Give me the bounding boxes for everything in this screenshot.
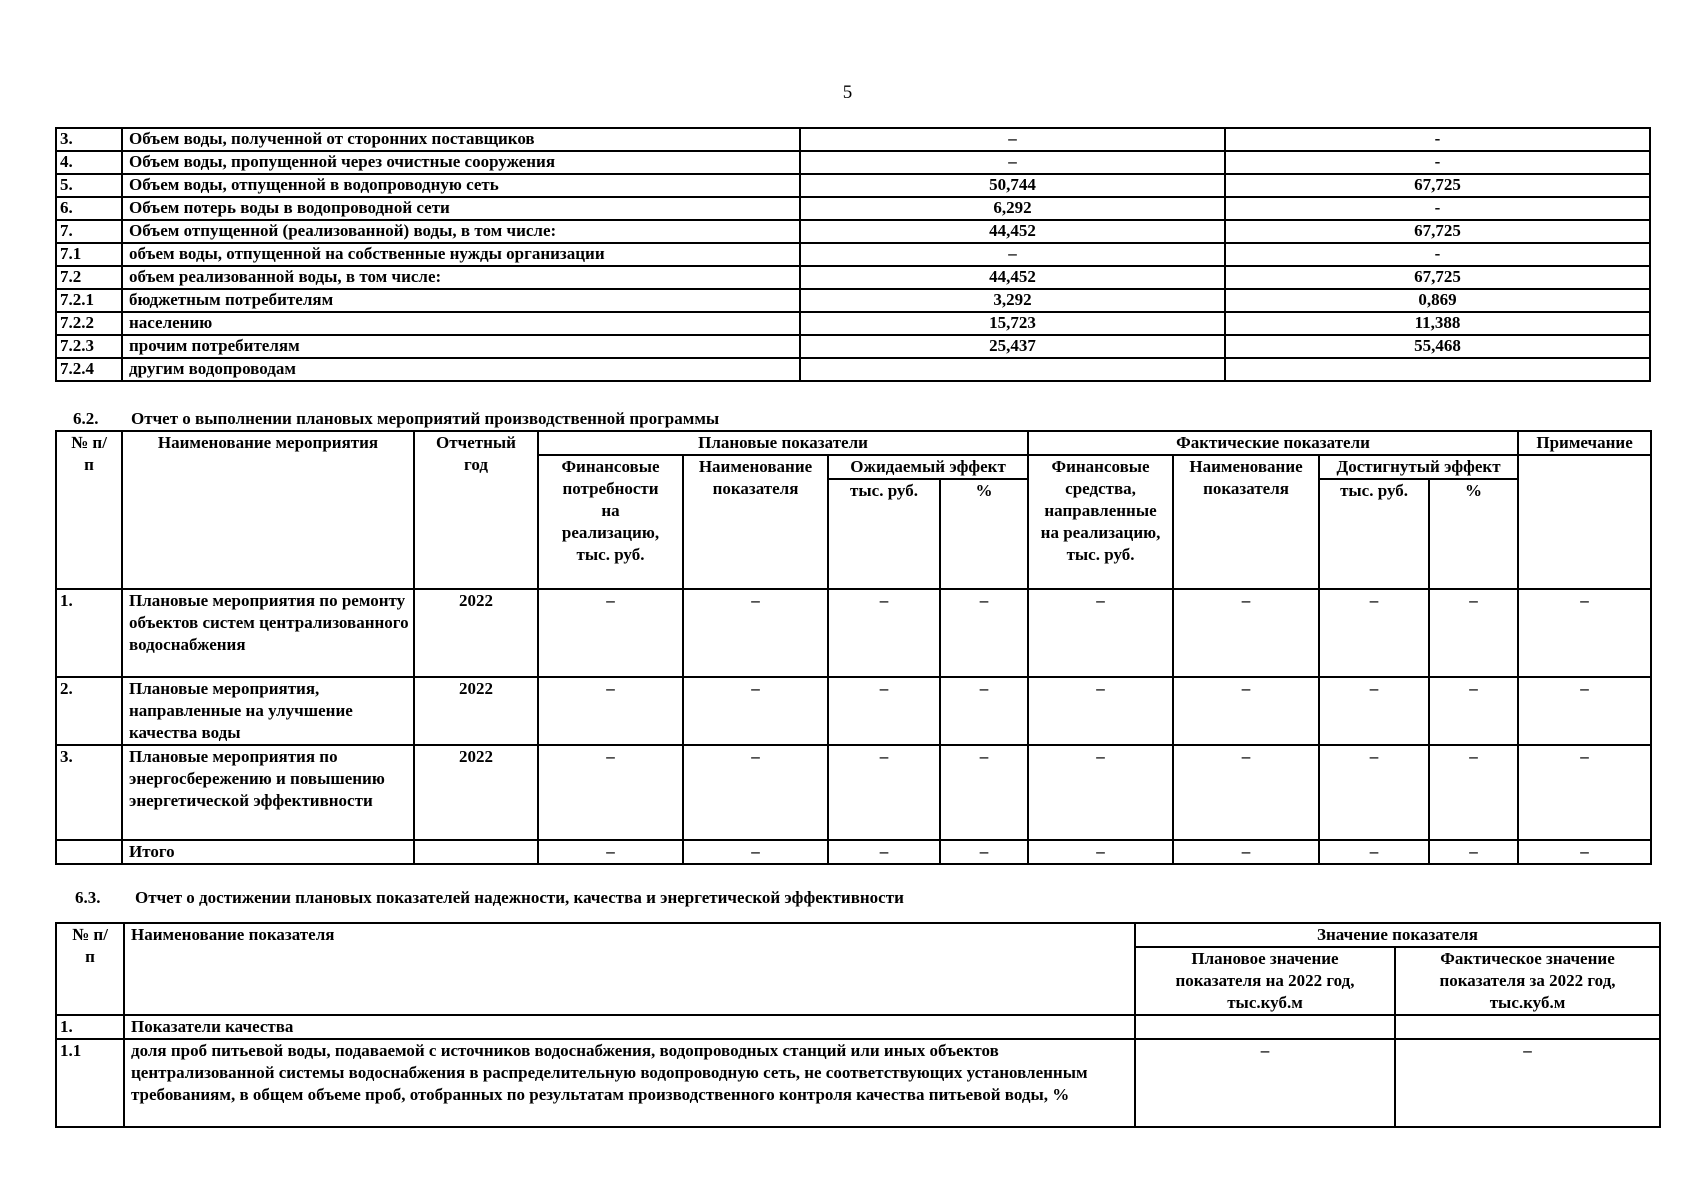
header-plan-effect: Ожидаемый эффект [828, 455, 1028, 479]
activity-number: 3. [56, 745, 122, 840]
header-fact-finance-text: Финансовые средства, направленные на реализацию, тыс. руб. [1040, 457, 1161, 564]
row-name: Объем воды, полученной от сторонних поставщиков [122, 128, 800, 151]
row-value-1: 44,452 [800, 220, 1225, 243]
indicator-fact [1395, 1015, 1660, 1039]
activity-value-8: – [1429, 840, 1518, 864]
row-value-1 [800, 358, 1225, 381]
indicator-plan: – [1135, 1039, 1395, 1127]
activity-value-1: – [538, 589, 683, 677]
ind-header-num [56, 923, 124, 1015]
row-value-1: 50,744 [800, 174, 1225, 197]
row-value-1: 6,292 [800, 197, 1225, 220]
planned-activities-table [55, 430, 1652, 865]
row-value-1: 15,723 [800, 312, 1225, 335]
row-number: 7.2.4 [56, 358, 122, 381]
activity-value-7: – [1319, 589, 1429, 677]
activity-value-8: – [1429, 745, 1518, 840]
activity-value-9: – [1518, 745, 1651, 840]
activity-value-4: – [940, 589, 1028, 677]
ind-header-fact-text: Фактическое значение показателя за 2022 год, тыс.куб.м [1439, 949, 1616, 1012]
row-name: Объем воды, пропущенной через очистные сооружения [122, 151, 800, 174]
table-row [56, 840, 1651, 864]
activity-value-6: – [1173, 745, 1319, 840]
row-number: 4. [56, 151, 122, 174]
header-num-text: № п/п [71, 433, 107, 474]
activity-name: Плановые мероприятия по ремонту объектов систем централизованного водоснабжения [122, 589, 414, 677]
row-number: 5. [56, 174, 122, 197]
table-row [56, 1039, 1660, 1127]
activity-value-5: – [1028, 840, 1173, 864]
activity-value-3: – [828, 840, 940, 864]
activity-value-5: – [1028, 745, 1173, 840]
activity-value-3: – [828, 677, 940, 745]
activity-value-7: – [1319, 840, 1429, 864]
header-plan-finance-text: Финансовые потребности на реализацию, тыс. руб. [561, 457, 660, 564]
header-fact-effect: Достигнутый эффект [1319, 455, 1518, 479]
row-value-2: 67,725 [1225, 174, 1650, 197]
row-value-2: 11,388 [1225, 312, 1650, 335]
table-row [56, 589, 1651, 677]
row-name: бюджетным потребителям [122, 289, 800, 312]
table-row [56, 677, 1651, 745]
section-6-2-text: Отчет о выполнении плановых мероприятий производственной программы [131, 409, 720, 428]
activity-year: 2022 [414, 677, 538, 745]
table-row [56, 312, 1650, 335]
header-actual: Фактические показатели [1028, 431, 1518, 455]
section-6-3-number: 6.3. [75, 888, 101, 907]
table-row [56, 266, 1650, 289]
activity-year: 2022 [414, 589, 538, 677]
row-value-2: 0,869 [1225, 289, 1650, 312]
page-number: 5 [842, 82, 853, 103]
row-value-1: – [800, 243, 1225, 266]
row-number: 6. [56, 197, 122, 220]
indicator-name: доля проб питьевой воды, подаваемой с источников водоснабжения, водопроводных станций или иных объектов централизованной системы водоснабжения в распределительную водопроводную сеть, не соответствующих установленным требованиям, в общем объеме проб, отобранных по результатам производственного контроля качества питьевой воды, % [124, 1039, 1135, 1127]
activity-value-2: – [683, 840, 828, 864]
activity-value-6: – [1173, 589, 1319, 677]
section-6-2-title [73, 409, 719, 429]
table-row [56, 1015, 1660, 1039]
table-row [56, 128, 1650, 151]
header-note: Примечание [1518, 431, 1651, 455]
section-6-3-title [75, 888, 904, 908]
activity-value-3: – [828, 589, 940, 677]
indicators-table [55, 922, 1661, 1128]
ind-header-value: Значение показателя [1135, 923, 1660, 947]
activity-value-9: – [1518, 589, 1651, 677]
activity-value-7: – [1319, 677, 1429, 745]
row-name: объем воды, отпущенной на собственные нужды организации [122, 243, 800, 266]
table-row [56, 197, 1650, 220]
table-row [56, 220, 1650, 243]
row-value-1: 25,437 [800, 335, 1225, 358]
row-name: населению [122, 312, 800, 335]
row-number: 7.2.2 [56, 312, 122, 335]
row-name: Объем воды, отпущенной в водопроводную сеть [122, 174, 800, 197]
row-value-1: – [800, 151, 1225, 174]
activity-value-8: – [1429, 677, 1518, 745]
table-row [56, 358, 1650, 381]
header-fact-indicator-text: Наименование показателя [1189, 457, 1303, 498]
activity-value-1: – [538, 840, 683, 864]
table-row [56, 289, 1650, 312]
indicator-name: Показатели качества [124, 1015, 1135, 1039]
activity-value-5: – [1028, 677, 1173, 745]
header-report-year [414, 431, 538, 589]
header-plan-indicator-text: Наименование показателя [698, 457, 813, 498]
header-fact-finance [1028, 455, 1173, 589]
row-number: 7.2 [56, 266, 122, 289]
activity-value-2: – [683, 745, 828, 840]
activity-value-4: – [940, 677, 1028, 745]
row-value-2: 67,725 [1225, 266, 1650, 289]
activity-value-9: – [1518, 840, 1651, 864]
indicator-number: 1.1 [56, 1039, 124, 1127]
activity-name: Плановые мероприятия, направленные на улучшение качества воды [122, 677, 414, 745]
header-fact-pct: % [1429, 479, 1518, 589]
activity-value-2: – [683, 677, 828, 745]
activity-value-8: – [1429, 589, 1518, 677]
ind-header-plan-text: Плановое значение показателя на 2022 год, тыс.куб.м [1175, 949, 1355, 1012]
indicator-fact: – [1395, 1039, 1660, 1127]
row-number: 3. [56, 128, 122, 151]
row-number: 7.2.1 [56, 289, 122, 312]
row-name: прочим потребителям [122, 335, 800, 358]
activity-name: Итого [122, 840, 414, 864]
row-name: другим водопроводам [122, 358, 800, 381]
indicator-plan [1135, 1015, 1395, 1039]
header-note-empty [1518, 455, 1651, 589]
row-value-2: 55,468 [1225, 335, 1650, 358]
row-value-2 [1225, 358, 1650, 381]
row-value-2: - [1225, 243, 1650, 266]
section-6-3-text: Отчет о достижении плановых показателей надежности, качества и энергетической эффективности [135, 888, 904, 907]
activity-value-9: – [1518, 677, 1651, 745]
row-value-2: - [1225, 151, 1650, 174]
ind-header-name: Наименование показателя [124, 923, 1135, 1015]
row-number: 7.2.3 [56, 335, 122, 358]
activity-name: Плановые мероприятия по энергосбережению и повышению энергетической эффективности [122, 745, 414, 840]
header-fact-indicator [1173, 455, 1319, 589]
activity-value-4: – [940, 840, 1028, 864]
table-row [56, 745, 1651, 840]
header-num [56, 431, 122, 589]
activity-number [56, 840, 122, 864]
row-name: Объем отпущенной (реализованной) воды, в том числе: [122, 220, 800, 243]
ind-header-fact [1395, 947, 1660, 1015]
row-value-2: - [1225, 128, 1650, 151]
row-value-1: 44,452 [800, 266, 1225, 289]
activity-year [414, 840, 538, 864]
activity-number: 1. [56, 589, 122, 677]
row-name: Объем потерь воды в водопроводной сети [122, 197, 800, 220]
activity-value-1: – [538, 677, 683, 745]
row-value-1: 3,292 [800, 289, 1225, 312]
row-value-2: 67,725 [1225, 220, 1650, 243]
row-value-2: - [1225, 197, 1650, 220]
activity-value-7: – [1319, 745, 1429, 840]
activity-year: 2022 [414, 745, 538, 840]
header-report-year-text: Отчетный год [436, 433, 516, 474]
header-fact-rub: тыс. руб. [1319, 479, 1429, 589]
row-value-1: – [800, 128, 1225, 151]
activity-value-6: – [1173, 840, 1319, 864]
header-planned: Плановые показатели [538, 431, 1028, 455]
activity-value-2: – [683, 589, 828, 677]
activity-value-4: – [940, 745, 1028, 840]
header-plan-pct: % [940, 479, 1028, 589]
activity-value-5: – [1028, 589, 1173, 677]
activity-value-1: – [538, 745, 683, 840]
header-activity-name: Наименование мероприятия [122, 431, 414, 589]
table-row [56, 335, 1650, 358]
ind-header-num-text: № п/п [72, 925, 108, 966]
row-number: 7.1 [56, 243, 122, 266]
header-plan-indicator [683, 455, 828, 589]
activity-number: 2. [56, 677, 122, 745]
row-name: объем реализованной воды, в том числе: [122, 266, 800, 289]
table-row [56, 174, 1650, 197]
header-plan-finance [538, 455, 683, 589]
section-6-2-number: 6.2. [73, 409, 99, 428]
activity-value-3: – [828, 745, 940, 840]
indicator-number: 1. [56, 1015, 124, 1039]
row-number: 7. [56, 220, 122, 243]
table-row [56, 151, 1650, 174]
water-volume-table [55, 127, 1651, 382]
table-row [56, 243, 1650, 266]
header-plan-rub: тыс. руб. [828, 479, 940, 589]
ind-header-plan [1135, 947, 1395, 1015]
activity-value-6: – [1173, 677, 1319, 745]
